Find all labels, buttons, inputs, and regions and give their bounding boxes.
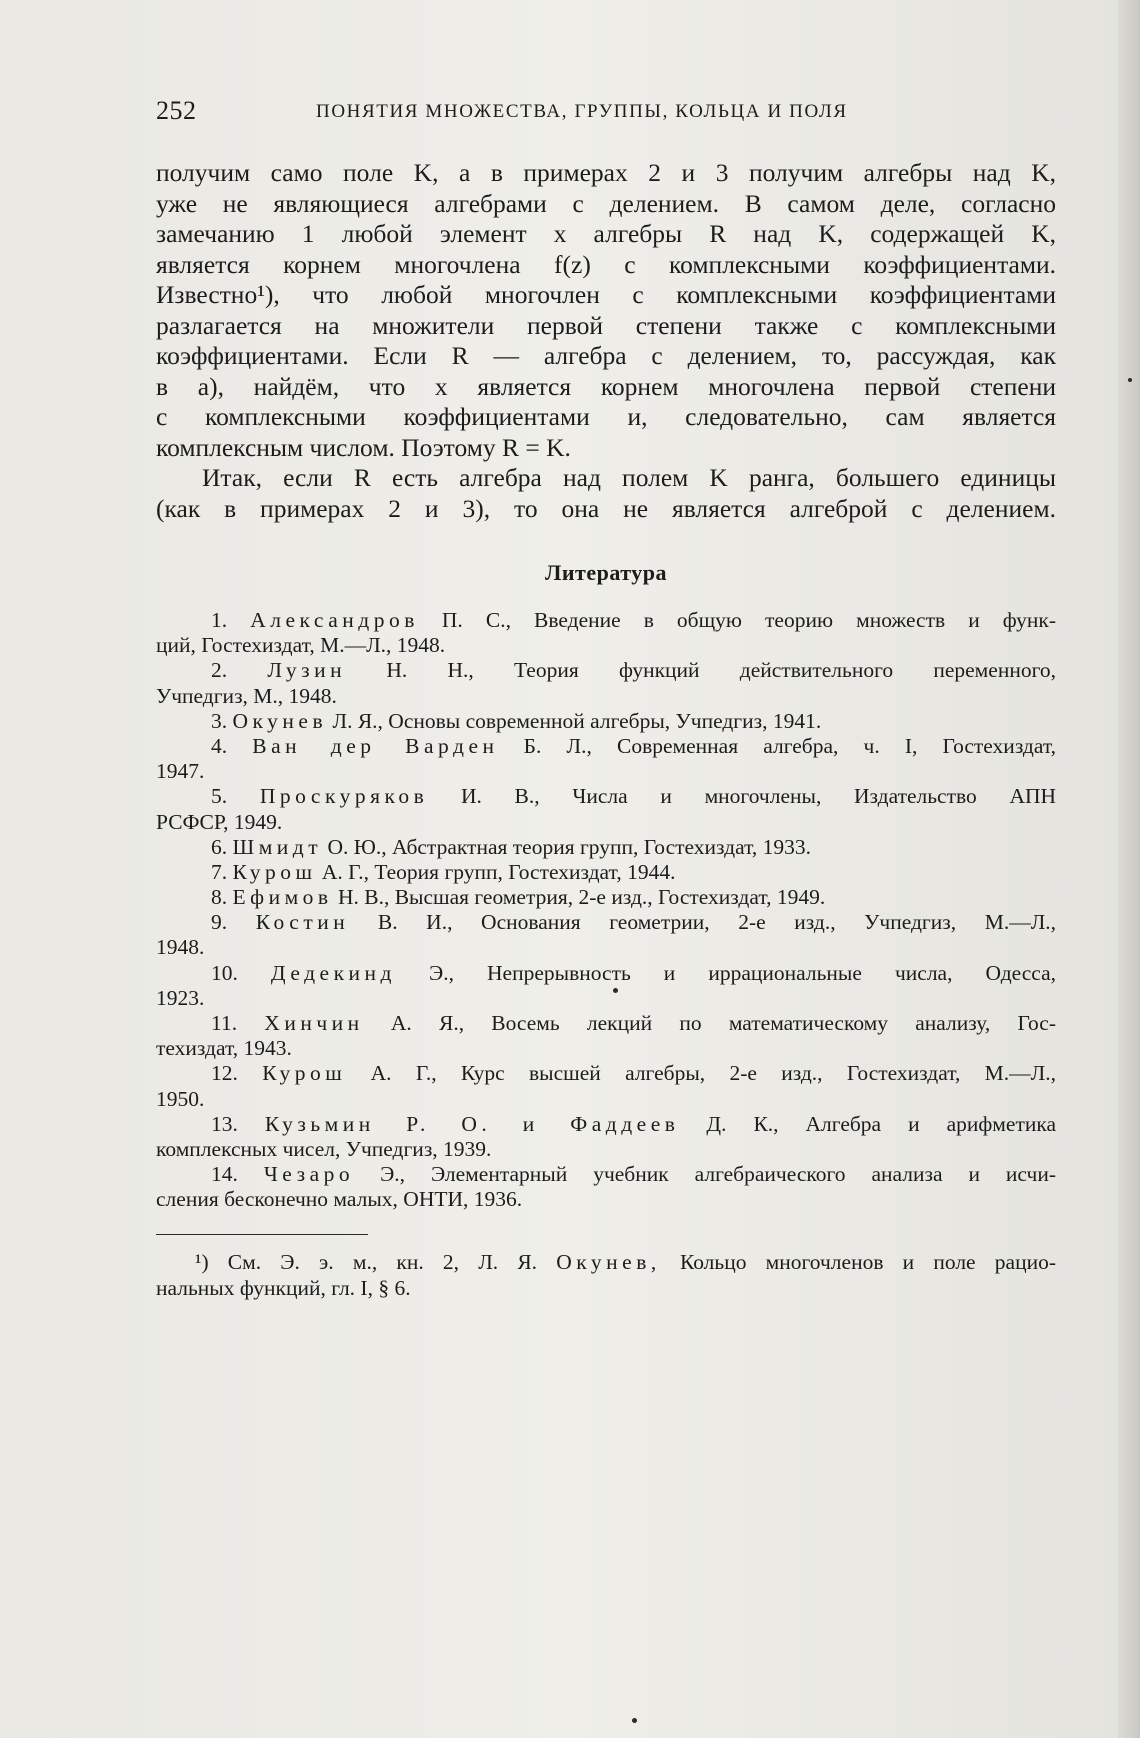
reference-item (156, 734, 1056, 784)
body-line: является корнем многочлена f(z) с комплексными коэффициентами. (156, 249, 1056, 279)
reference-line (156, 1061, 1056, 1086)
reference-item (156, 1011, 1056, 1061)
reference-details: И. В., Числа и многочлены, Издательство АПН (460, 784, 1057, 809)
footnote-line: нальных функций, гл. I, § 6. (156, 1275, 411, 1300)
reference-number: 5. (211, 784, 228, 809)
reference-number: 9. (211, 910, 228, 935)
body-line: разлагается на множители первой степени также с комплексными (156, 310, 1056, 340)
reference-author: Курош (262, 1061, 347, 1086)
reference-line (156, 910, 1056, 935)
reference-continuation: техиздат, 1943. (156, 1036, 292, 1061)
reference-line (156, 961, 1056, 986)
reference-line (156, 608, 1056, 633)
reference-item (156, 860, 1056, 885)
reference-item (156, 1162, 1056, 1212)
reference-author: Александров (250, 608, 419, 632)
body-line: в а), найдём, что x является корнем многочлена первой степени (156, 371, 1056, 401)
page-header (156, 96, 1056, 130)
reference-number: 4. (211, 733, 228, 758)
reference-item (156, 910, 1056, 960)
reference-item (156, 608, 1056, 658)
reference-list (156, 608, 1056, 1213)
reference-details: Н. Н., Теория функций действительного переменного, (386, 658, 1056, 683)
reference-details: Э., Непрерывность и иррациональные числа, Одесса, (429, 960, 1057, 985)
reference-details: П. С., Введение в общую теорию множеств и функ- (441, 608, 1057, 632)
reference-details: Н. В., Высшая геометрия, 2-е изд., Гостехиздат, 1949. (337, 885, 826, 910)
body-line: комплексным числом. Поэтому R = K. (156, 432, 571, 462)
reference-author: Ван дер Варден (252, 733, 499, 758)
reference-author: Костин (255, 910, 350, 935)
reference-author: Чезаро (263, 1162, 355, 1187)
literature-title: Литература (544, 560, 668, 585)
reference-continuation: 1947. (156, 759, 205, 784)
reference-author: Кузьмин Р. О. и Фаддеев (264, 1111, 680, 1136)
reference-item (156, 709, 1056, 734)
reference-details: В. И., Основания геометрии, 2-е изд., Учпедгиз, М.—Л., (377, 910, 1057, 935)
reference-line (156, 784, 1056, 809)
reference-item (156, 885, 1056, 910)
reference-author: Курош (232, 859, 317, 884)
reference-continuation: комплексных чисел, Учпедгиз, 1939. (156, 1136, 492, 1161)
reference-continuation: РСФСР, 1949. (156, 809, 283, 834)
reference-line (156, 860, 1056, 885)
reference-number: 12. (211, 1061, 238, 1086)
reference-author: Ефимов (232, 885, 333, 910)
reference-details: Л. Я., Основы современной алгебры, Учпедгиз, 1941. (332, 708, 822, 733)
footnote-line (156, 1250, 1056, 1276)
reference-details: А. Г., Теория групп, Гостехиздат, 1944. (321, 859, 676, 884)
scan-speck (613, 988, 618, 993)
reference-details: Э., Элементарный учебник алгебраического анализа и исчи- (380, 1162, 1056, 1187)
reference-continuation: 1948. (156, 935, 205, 960)
reference-number: 6. (211, 834, 228, 859)
body-line: замечанию 1 любой элемент x алгебры R над K, содержащей K, (156, 219, 1056, 248)
reference-continuation: ций, Гостехиздат, М.—Л., 1948. (156, 633, 446, 658)
reference-author: Лузин (267, 658, 347, 683)
body-line: с комплексными коэффициентами и, следовательно, сам является (156, 402, 1056, 431)
reference-number: 7. (211, 859, 228, 884)
footnote-divider (156, 1234, 368, 1235)
reference-author: Дедекинд (270, 960, 396, 985)
reference-number: 2. (211, 658, 228, 683)
reference-number: 1. (211, 608, 228, 632)
footnote-text: Кольцо многочленов и поле рацио- (679, 1250, 1056, 1274)
reference-continuation: Учпедгиз, М., 1948. (156, 683, 337, 708)
reference-line (156, 1011, 1056, 1036)
reference-item (156, 1061, 1056, 1111)
footnote-author: Окунев, (556, 1250, 661, 1274)
reference-number: 3. (211, 708, 228, 733)
page-edge-shadow (1118, 0, 1140, 1738)
body-line: уже не являющиеся алгебрами с делением. В самом деле, согласно (156, 188, 1056, 218)
reference-number: 11. (211, 1011, 238, 1035)
body-text (156, 158, 1056, 524)
page-number: 252 (156, 96, 197, 125)
reference-number: 14. (211, 1162, 238, 1187)
reference-item (156, 1112, 1056, 1162)
body-line: Известно¹), что любой многочлен с комплексными коэффициентами (156, 280, 1056, 309)
reference-author: Хинчин (264, 1011, 364, 1035)
reference-details: Б. Л., Современная алгебра, ч. I, Гостехиздат, (523, 733, 1057, 758)
scan-speck (632, 1718, 637, 1723)
running-head: ПОНЯТИЯ МНОЖЕСТВА, ГРУППЫ, КОЛЬЦА И ПОЛЯ (316, 101, 848, 122)
reference-item (156, 658, 1056, 708)
reference-line (156, 734, 1056, 759)
reference-line (156, 709, 1056, 734)
reference-line (156, 885, 1056, 910)
reference-item (156, 784, 1056, 834)
reference-number: 10. (211, 960, 238, 985)
body-line: получим само поле K, а в примерах 2 и 3 получим алгебры над K, (156, 158, 1056, 187)
reference-continuation: 1923. (156, 985, 205, 1010)
reference-line (156, 1162, 1056, 1187)
reference-line (156, 658, 1056, 683)
reference-line (156, 835, 1056, 860)
footnote (156, 1250, 1056, 1301)
reference-details: А. Г., Курс высшей алгебры, 2-е изд., Гостехиздат, М.—Л., (370, 1061, 1057, 1086)
reference-number: 13. (211, 1111, 238, 1136)
reference-continuation: 1950. (156, 1086, 205, 1111)
reference-continuation: сления бесконечно малых, ОНТИ, 1936. (156, 1187, 523, 1212)
reference-item (156, 961, 1056, 1011)
body-line: (как в примерах 2 и 3), то она не является алгеброй с делением. (156, 493, 1056, 523)
body-line: Итак, если R есть алгебра над полем K ранга, большего единицы (202, 463, 1056, 492)
reference-details: А. Я., Восемь лекций по математическому анализу, Гос- (390, 1011, 1057, 1035)
scan-speck (1128, 378, 1132, 382)
reference-author: Шмидт (232, 834, 323, 859)
body-line: коэффициентами. Если R — алгебра с делением, то, рассуждая, как (156, 341, 1056, 370)
reference-details: Д. К., Алгебра и арифметика (706, 1111, 1057, 1136)
reference-author: Проскуряков (259, 784, 429, 809)
reference-number: 8. (211, 885, 228, 910)
footnote-text: См. Э. э. м., кн. 2, Л. Я. (227, 1250, 538, 1274)
reference-details: О. Ю., Абстрактная теория групп, Гостехиздат, 1933. (327, 834, 811, 859)
reference-item (156, 835, 1056, 860)
reference-author: Окунев (232, 708, 328, 733)
footnote-marker: ¹) (195, 1250, 209, 1274)
reference-line (156, 1112, 1056, 1137)
